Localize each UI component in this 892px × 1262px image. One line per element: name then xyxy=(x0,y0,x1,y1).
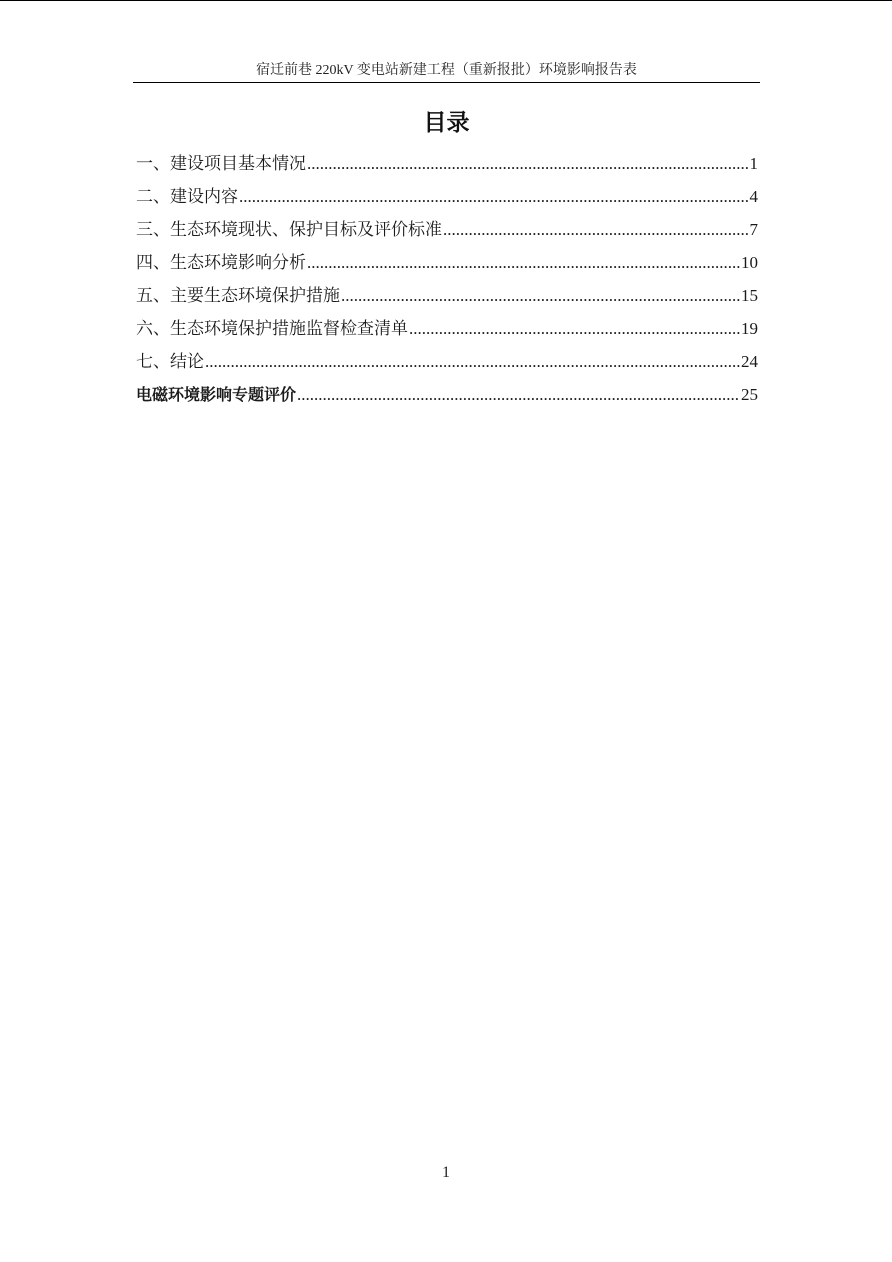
toc-entry[interactable] xyxy=(136,216,758,249)
toc-entry-page: 1 xyxy=(749,154,758,173)
toc-entry-page: 19 xyxy=(741,319,758,338)
toc-dot-leader xyxy=(443,216,749,244)
toc-title: 目录 xyxy=(423,110,470,136)
page-top-border xyxy=(0,0,892,1)
toc-entry-label: 一、建设项目基本情况 xyxy=(136,154,306,173)
table-of-contents xyxy=(136,150,758,414)
toc-entry-page: 4 xyxy=(749,187,758,206)
toc-entry-label: 电磁环境影响专题评价 xyxy=(136,385,297,404)
toc-entry-label: 七、结论 xyxy=(136,352,204,371)
toc-entry-page: 10 xyxy=(741,253,758,272)
toc-entry-label: 五、主要生态环境保护措施 xyxy=(136,286,340,305)
toc-dot-leader xyxy=(297,381,740,409)
toc-entry-page: 7 xyxy=(749,220,758,239)
toc-entry[interactable] xyxy=(136,150,758,183)
toc-dot-leader xyxy=(307,150,749,178)
toc-entry-label: 四、生态环境影响分析 xyxy=(136,253,306,272)
toc-entry[interactable] xyxy=(136,315,758,348)
header-rule xyxy=(133,82,760,83)
toc-dot-leader xyxy=(341,282,740,310)
toc-entry-special[interactable] xyxy=(136,381,758,414)
running-header: 宿迁前巷 220kV 变电站新建工程（重新报批）环境影响报告表 xyxy=(256,63,637,78)
page-number: 1 xyxy=(442,1164,450,1181)
toc-entry[interactable] xyxy=(136,348,758,381)
toc-entry-page: 24 xyxy=(741,352,758,371)
toc-dot-leader xyxy=(409,315,740,343)
toc-entry-page: 25 xyxy=(741,385,758,404)
toc-dot-leader xyxy=(307,249,740,277)
toc-dot-leader xyxy=(205,348,740,376)
toc-entry[interactable] xyxy=(136,183,758,216)
toc-entry-label: 三、生态环境现状、保护目标及评价标准 xyxy=(136,220,442,239)
toc-dot-leader xyxy=(239,183,749,211)
toc-entry-page: 15 xyxy=(741,286,758,305)
toc-entry[interactable] xyxy=(136,249,758,282)
toc-entry-label: 六、生态环境保护措施监督检查清单 xyxy=(136,319,408,338)
toc-entry[interactable] xyxy=(136,282,758,315)
toc-entry-label: 二、建设内容 xyxy=(136,187,238,206)
